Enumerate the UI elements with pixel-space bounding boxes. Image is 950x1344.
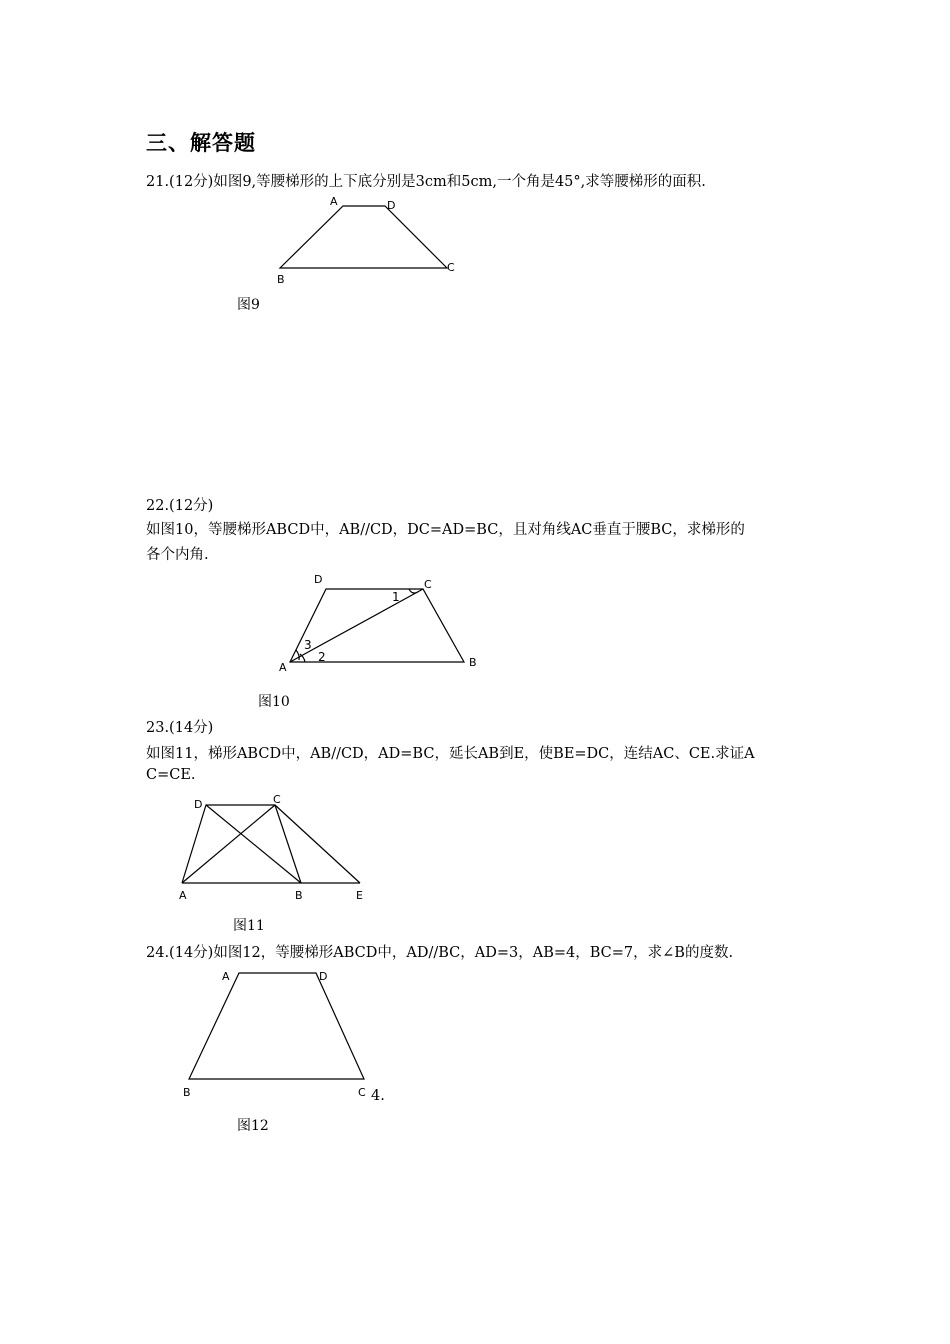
fig10-angle-3: 3 <box>304 638 312 652</box>
question-24-text: 24.(14分)如图12，等腰梯形ABCD中，AD//BC，AD=3，AB=4，BC=7，求∠B的度数. <box>146 945 734 961</box>
fig9-label-a: A <box>330 195 338 208</box>
question-23-line-2: C=CE. <box>146 767 196 783</box>
question-21-text: 21.(12分)如图9,等腰梯形的上下底分别是3cm和5cm,一个角是45°,求等腰梯形的面积. <box>146 174 706 190</box>
fig11-label-a: A <box>179 889 187 902</box>
section-heading: 三、解答题 <box>146 131 256 155</box>
fig12-label-c: C <box>358 1086 366 1099</box>
fig10-label-a: A <box>279 661 287 674</box>
fig11-label-b: B <box>295 889 303 902</box>
figure-9-caption: 图9 <box>237 297 260 313</box>
figure-12-trailing-text: 4. <box>371 1088 385 1104</box>
fig9-label-d: D <box>387 199 396 212</box>
question-23-header: 23.(14分) <box>146 720 214 736</box>
fig12-label-b: B <box>183 1086 191 1099</box>
question-23-line-1: 如图11，梯形ABCD中，AB//CD，AD=BC，延长AB到E，使BE=DC，连结AC、CE.求证A <box>146 746 755 762</box>
fig10-label-c: C <box>424 578 432 591</box>
question-22-line-2: 各个内角. <box>146 547 209 563</box>
fig12-label-a: A <box>222 970 230 983</box>
fig9-label-c: C <box>447 261 455 274</box>
fig11-label-c: C <box>273 793 281 806</box>
question-22-header: 22.(12分) <box>146 498 214 514</box>
figure-12-caption: 图12 <box>237 1118 269 1134</box>
figure-10-caption: 图10 <box>258 694 290 710</box>
fig11-label-d: D <box>194 798 203 811</box>
fig10-label-d: D <box>314 573 323 586</box>
fig10-angle-2: 2 <box>318 650 326 664</box>
fig11-label-e: E <box>356 889 363 902</box>
figure-11-caption: 图11 <box>233 918 265 934</box>
question-22-line-1: 如图10，等腰梯形ABCD中，AB//CD，DC=AD=BC，且对角线AC垂直于腰BC，求梯形的 <box>146 522 745 538</box>
fig12-label-d: D <box>319 970 328 983</box>
fig10-label-b: B <box>469 656 477 669</box>
fig10-angle-1: 1 <box>392 590 400 604</box>
fig9-label-b: B <box>277 273 285 286</box>
